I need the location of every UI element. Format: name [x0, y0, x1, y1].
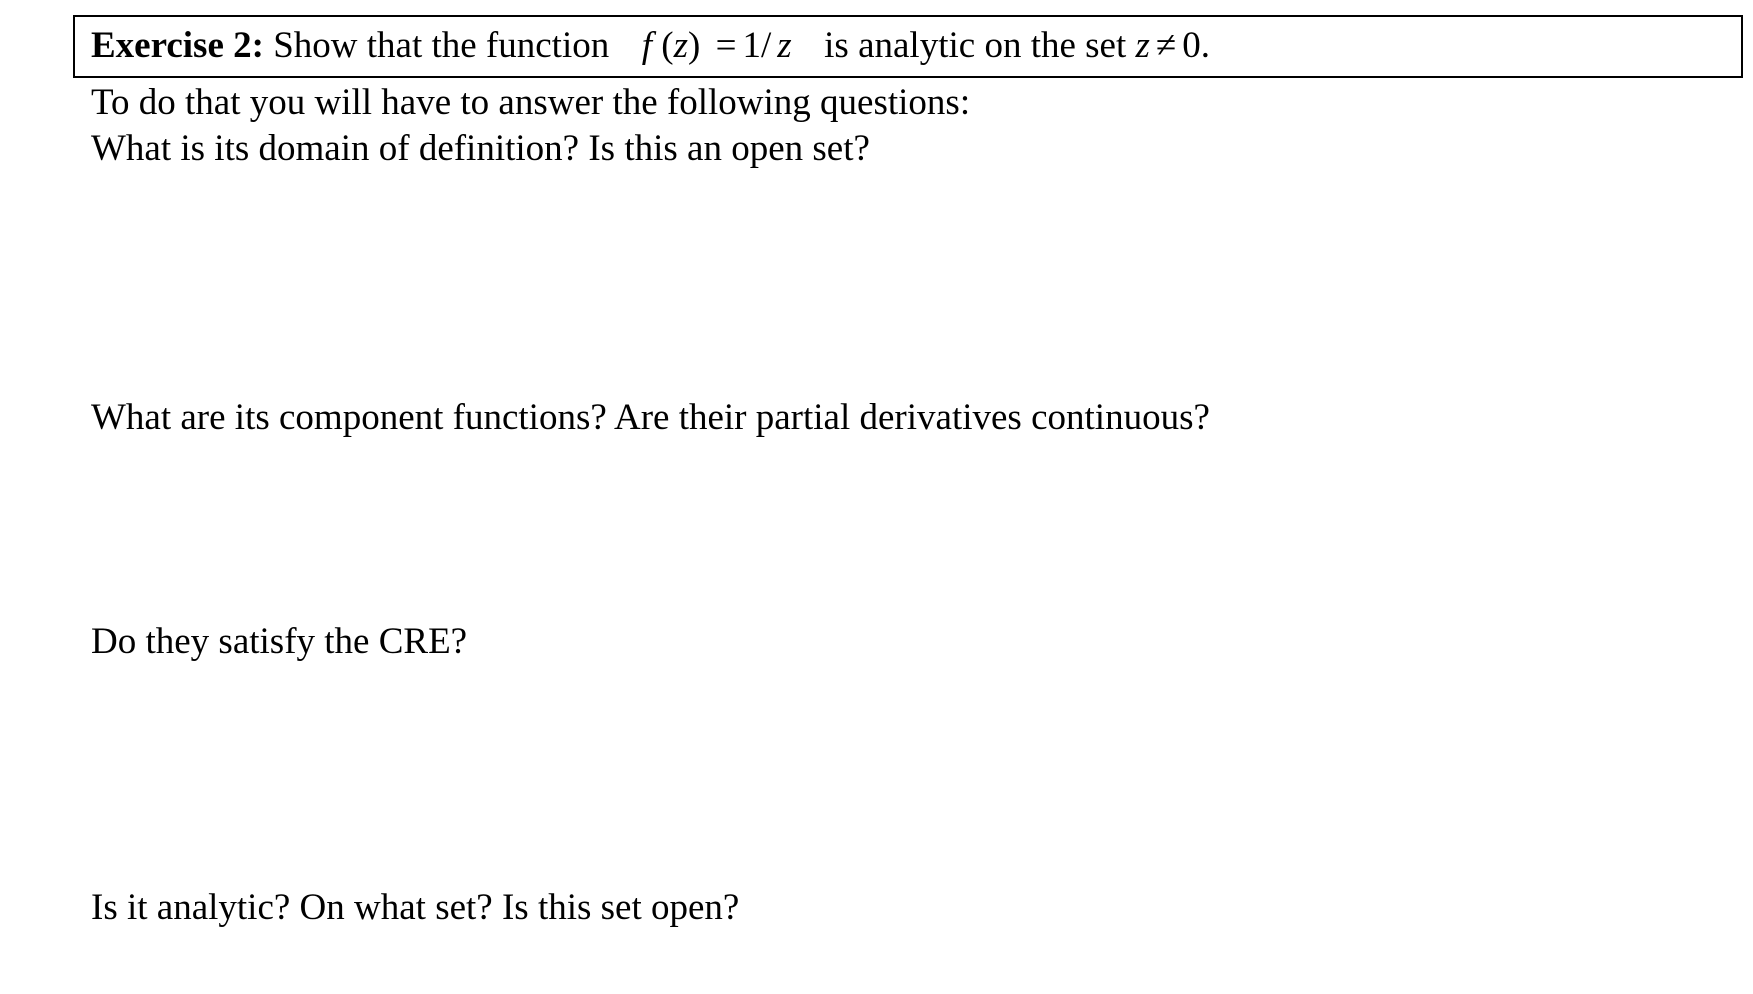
question-cre: Do they satisfy the CRE? — [91, 621, 468, 662]
instructions-intro: To do that you will have to answer the following questions: — [91, 82, 971, 123]
numerator: 1 — [742, 25, 761, 66]
question-components: What are its component functions? Are their partial derivatives continuous? — [91, 397, 1210, 438]
equals-sign: = — [715, 25, 737, 66]
not-equal-sign: ≠ — [1155, 25, 1177, 66]
exercise-statement — [91, 27, 1210, 64]
question-domain: What is its domain of definition? Is this an open set? — [91, 128, 870, 169]
statement-lead: Show that the function — [273, 25, 610, 66]
statement-period: . — [1200, 25, 1210, 66]
set-variable: z — [1135, 25, 1150, 66]
function-left-paren: ( — [661, 25, 674, 66]
set-value: 0 — [1182, 25, 1201, 66]
function-name: f — [641, 25, 653, 66]
function-variable: z — [673, 25, 689, 66]
function-right-paren: ) — [688, 25, 701, 66]
exercise-label: Exercise 2: — [91, 25, 264, 66]
statement-middle: is analytic on the set — [824, 25, 1127, 66]
denominator: z — [777, 25, 792, 66]
division-slash: / — [760, 25, 772, 66]
question-analytic: Is it analytic? On what set? Is this set open? — [91, 887, 740, 928]
